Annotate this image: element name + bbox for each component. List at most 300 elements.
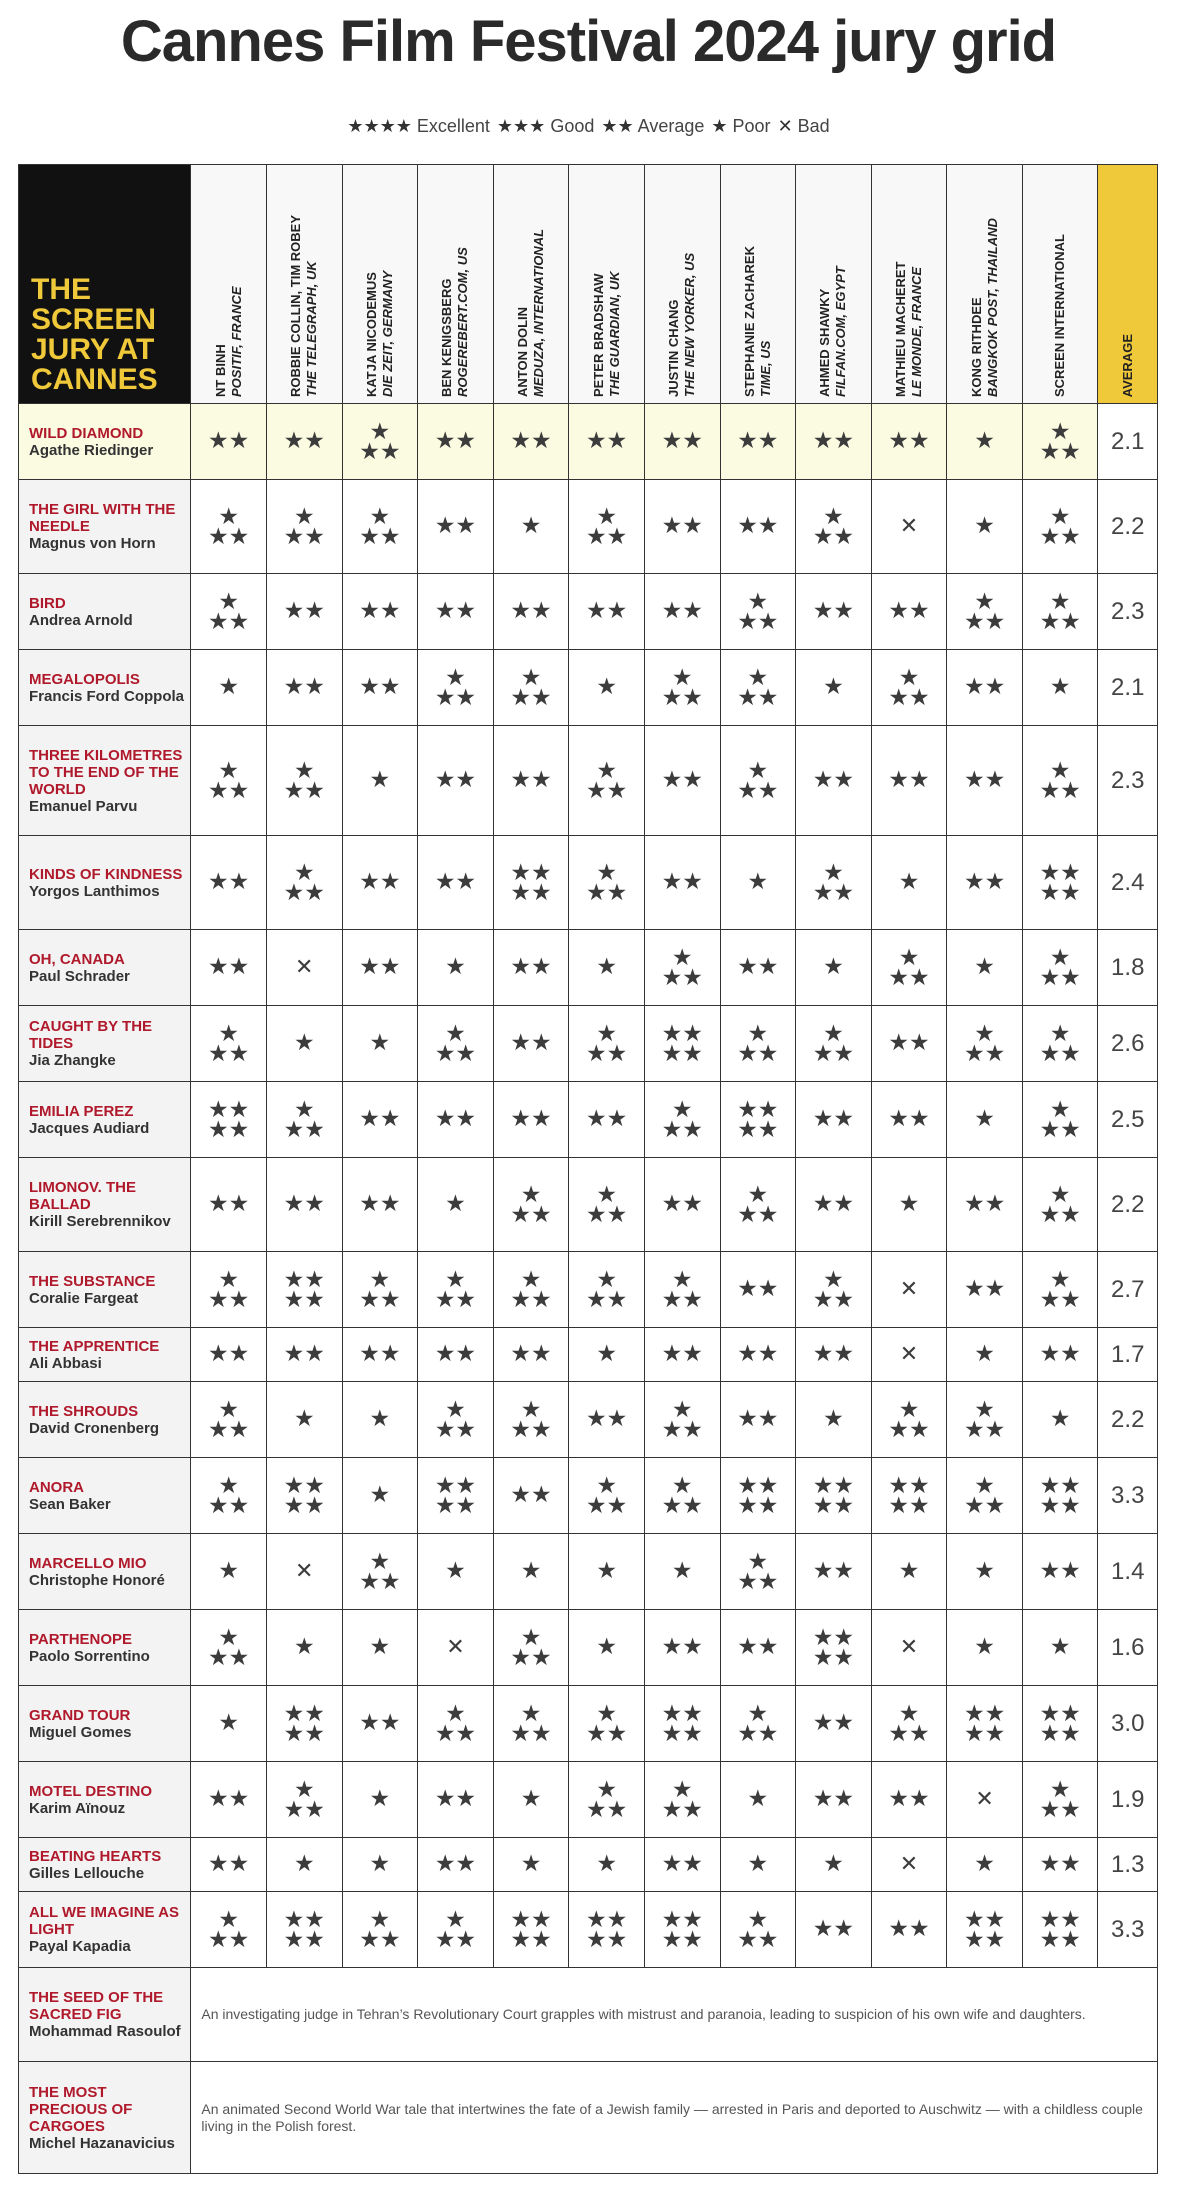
star-rating-icon (586, 1700, 628, 1747)
star-rating-icon (1039, 1472, 1081, 1519)
star-rating-icon (974, 513, 995, 539)
star-rating-icon (369, 1634, 391, 1660)
rating-cell (796, 1762, 872, 1838)
star-row: ★★ (661, 1906, 703, 1933)
star-rating-icon (888, 1786, 930, 1812)
star-row: ★★ (812, 428, 855, 454)
rating-cell (644, 650, 720, 726)
star-row: ★★ (737, 1341, 779, 1367)
film-director: Yorgos Lanthimos (29, 882, 160, 900)
star-row: ★ (974, 1558, 995, 1584)
rating-cell (266, 726, 342, 836)
rating-cell (1022, 480, 1098, 574)
star-rating-icon (1039, 1181, 1081, 1228)
star-rating-icon (208, 1472, 250, 1519)
star-row: ★★ (737, 1276, 779, 1302)
film-row (19, 1534, 1158, 1610)
film-info (19, 1328, 191, 1382)
star-rating-icon (747, 869, 769, 895)
critic-publication: THE TELEGRAPH, UK (304, 261, 320, 397)
rating-cell (796, 930, 872, 1006)
rating-cell (342, 1838, 418, 1892)
average-header (1098, 165, 1158, 404)
star-rating-icon (283, 598, 325, 624)
star-row: ★★ (1039, 523, 1081, 550)
star-row: ★ (974, 1341, 995, 1367)
rating-cell (947, 1534, 1023, 1610)
star-row: ★ (1049, 944, 1071, 971)
star-row: ★ (218, 1396, 239, 1423)
average-score: 1.3 (1098, 1838, 1158, 1892)
film-row (19, 836, 1158, 930)
critic-header (191, 165, 267, 404)
star-row: ★ (218, 1624, 239, 1651)
star-row: ★ (596, 1634, 617, 1660)
star-row: ★★ (888, 1106, 930, 1132)
critic-name: BEN KENIGSBERG (439, 278, 455, 397)
critic-label (439, 167, 471, 403)
average-score: 3.0 (1098, 1686, 1158, 1762)
star-rating-icon (359, 954, 401, 980)
star-row: ★ (747, 1906, 769, 1933)
star-rating-icon (283, 757, 325, 804)
star-rating-icon (510, 428, 552, 454)
critic-publication: DIE ZEIT, GERMANY (379, 270, 395, 397)
legend-label: Good (545, 116, 600, 136)
star-rating-icon (596, 1341, 617, 1367)
star-row: ★★ (586, 1040, 628, 1067)
star-row: ★★ (359, 954, 401, 980)
star-rating-icon (661, 767, 703, 793)
star-row: ★ (520, 1181, 542, 1208)
rating-cell (1022, 404, 1098, 480)
rating-cell (1022, 1328, 1098, 1382)
rating-cell (1022, 836, 1098, 930)
film-title: THE GIRL WITH THE NEEDLE (29, 501, 176, 535)
rating-cell (1022, 1534, 1098, 1610)
star-rating-icon (1039, 588, 1081, 635)
rating-cell (796, 1158, 872, 1252)
rating-cell (569, 930, 645, 1006)
film-info (19, 404, 191, 480)
star-row: ★ (218, 1266, 239, 1293)
average-score: 1.9 (1098, 1762, 1158, 1838)
rating-cell (266, 1686, 342, 1762)
star-rating-icon (283, 1906, 325, 1953)
star-row: ★★ (661, 1926, 703, 1953)
star-row: ★ (898, 1396, 920, 1423)
star-row: ★ (823, 1851, 844, 1877)
star-row: ★ (898, 944, 920, 971)
film-info (19, 574, 191, 650)
star-rating-icon (369, 1482, 391, 1508)
rating-cell (418, 1838, 494, 1892)
rating-cell (191, 480, 267, 574)
star-rating-icon (293, 1406, 315, 1432)
star-row: ★★ (888, 428, 930, 454)
rating-cell (947, 404, 1023, 480)
star-row: ★★ (283, 1492, 325, 1519)
film-title: CAUGHT BY THE TIDES (29, 1018, 153, 1052)
film-director: Paul Schrader (29, 967, 130, 985)
page-title: Cannes Film Festival 2024 jury grid (120, 9, 1057, 74)
star-rating-icon (586, 1472, 628, 1519)
star-rating-icon (737, 1634, 779, 1660)
star-row: ★ (747, 1548, 769, 1575)
film-info (19, 2062, 191, 2174)
star-rating-icon (737, 1548, 779, 1595)
film-row (19, 1082, 1158, 1158)
rating-cell (871, 1458, 947, 1534)
rating-cell (493, 930, 569, 1006)
star-rating-icon (596, 1558, 617, 1584)
star-row: ★ (1049, 674, 1071, 700)
star-row: ★★ (812, 1040, 855, 1067)
star-row: ★★ (888, 684, 930, 711)
star-rating-icon (218, 1558, 239, 1584)
star-row: ★★ (434, 869, 477, 895)
star-rating-icon (520, 1786, 542, 1812)
star-row: ★★ (283, 523, 325, 550)
average-score: 2.5 (1098, 1082, 1158, 1158)
star-rating-icon (359, 1710, 401, 1736)
star-rating-icon (283, 1700, 325, 1747)
star-row: ★★ (283, 1796, 325, 1823)
corner-label: THE SCREEN JURY AT CANNES (19, 165, 191, 404)
rating-cell (871, 1838, 947, 1892)
star-row: ★★ (586, 1906, 628, 1933)
star-rating-icon (208, 954, 250, 980)
average-score: 1.4 (1098, 1534, 1158, 1610)
average-label: AVERAGE (1120, 333, 1136, 397)
star-row: ★★ (283, 1720, 325, 1747)
star-row: ★ (1049, 1406, 1071, 1432)
film-title: WILD DIAMOND (29, 424, 144, 442)
legend-item (497, 116, 599, 136)
star-row: ★ (369, 1634, 391, 1660)
star-row: ★★ (586, 598, 628, 624)
star-row: ★★ (208, 1786, 250, 1812)
rating-cell (644, 480, 720, 574)
star-row: ★★ (510, 1926, 552, 1953)
star-row: ★★ (661, 513, 703, 539)
rating-cell (418, 480, 494, 574)
star-row: ★★ (510, 1106, 552, 1132)
star-rating-icon (369, 1786, 391, 1812)
rating-cell (493, 1328, 569, 1382)
star-row: ★ (1049, 1634, 1071, 1660)
star-rating-icon (661, 664, 703, 711)
film-title: OH, CANADA (29, 950, 125, 968)
star-row: ★ (218, 1472, 239, 1499)
star-row: ★ (1049, 503, 1071, 530)
star-row: ★ (1049, 1266, 1071, 1293)
film-row (19, 1328, 1158, 1382)
star-row: ★★ (1039, 859, 1081, 886)
critic-publication: MEDUZA, INTERNATIONAL (531, 228, 547, 397)
star-row: ★★ (283, 879, 325, 906)
rating-cell (266, 1458, 342, 1534)
star-row: ★★ (812, 1492, 855, 1519)
star-rating-icon (812, 1472, 855, 1519)
star-rating-icon (812, 859, 855, 906)
rating-cell (191, 1892, 267, 1968)
star-row: ★★ (434, 1472, 477, 1499)
star-row: ★★ (586, 1406, 628, 1432)
legend-item (711, 116, 775, 136)
star-rating-icon (293, 1634, 315, 1660)
star-row: ★★ (359, 869, 401, 895)
critic-publication: ROGEREBERT.COM, US (455, 247, 471, 397)
star-rating-icon (888, 1030, 930, 1056)
star-rating-icon (737, 1276, 779, 1302)
rating-cell (720, 836, 796, 930)
star-rating-icon (1039, 1700, 1081, 1747)
film-director: Francis Ford Coppola (29, 687, 185, 705)
rating-cell (342, 1252, 418, 1328)
film-info (19, 1158, 191, 1252)
star-row: ★ (974, 1851, 995, 1877)
star-rating-icon (1039, 757, 1081, 804)
star-row: ★ (293, 1096, 315, 1123)
star-row: ★★ (812, 1916, 855, 1942)
star-row: ★★ (359, 674, 401, 700)
average-score: 2.2 (1098, 480, 1158, 574)
rating-cell (871, 1610, 947, 1686)
star-row: ★★ (963, 1191, 1006, 1217)
star-rating-icon (434, 767, 477, 793)
legend-item (601, 116, 709, 136)
rating-cell (266, 1610, 342, 1686)
star-row: ★ (293, 1851, 315, 1877)
star-row: ★★ (359, 438, 401, 465)
rating-cell (342, 1382, 418, 1458)
star-row: ★ (974, 1634, 995, 1660)
star-row: ★★ (888, 1492, 930, 1519)
star-row: ★★ (1039, 1796, 1081, 1823)
star-row: ★ (823, 503, 844, 530)
rating-cell (1022, 930, 1098, 1006)
rating-cell (569, 836, 645, 930)
film-info (19, 480, 191, 574)
star-row: ★ (445, 1020, 466, 1047)
star-row: ★ (445, 1558, 466, 1584)
star-row: ★ (747, 1786, 769, 1812)
unrated-film-row (19, 1968, 1158, 2062)
rating-cell (569, 1458, 645, 1534)
star-rating-icon (510, 664, 552, 711)
star-row: ★★ (737, 1720, 779, 1747)
star-rating-icon (823, 954, 844, 980)
star-row: ★ (218, 674, 239, 700)
star-row: ★★ (812, 1106, 855, 1132)
star-row: ★★ (510, 1720, 552, 1747)
rating-cell (266, 1838, 342, 1892)
star-rating-icon (510, 859, 552, 906)
rating-cell (947, 1838, 1023, 1892)
film-info (19, 1006, 191, 1082)
critic-publication: LE MONDE, FRANCE (909, 267, 924, 397)
star-row: ★★ (661, 964, 703, 991)
star-rating-icon (963, 674, 1006, 700)
star-row: ★★ (359, 1286, 401, 1313)
rating-cell (1022, 1082, 1098, 1158)
rating-cell (1022, 1252, 1098, 1328)
bad-rating-icon: ✕ (899, 1341, 919, 1367)
critic-name: NT BINH (212, 344, 228, 397)
rating-cell (493, 574, 569, 650)
rating-cell (644, 1328, 720, 1382)
rating-cell (644, 836, 720, 930)
rating-cell (644, 1252, 720, 1328)
star-row: ★★ (208, 1116, 250, 1143)
rating-cell (720, 1328, 796, 1382)
star-row: ★ (596, 503, 617, 530)
star-rating-icon (737, 428, 779, 454)
film-director: Ali Abbasi (29, 1354, 102, 1372)
star-row: ★★ (586, 1796, 628, 1823)
critic-header (342, 165, 418, 404)
rating-cell (342, 404, 418, 480)
star-row: ★★ (283, 777, 325, 804)
star-row: ★★ (208, 1644, 250, 1671)
star-rating-icon (208, 869, 250, 895)
critic-name: STEPHANIE ZACHAREK (741, 246, 757, 397)
star-rating-icon (434, 1851, 477, 1877)
star-rating-icon (888, 1106, 930, 1132)
film-director: Michel Hazanavicius (29, 2134, 175, 2152)
rating-cell (644, 1382, 720, 1458)
critic-header (418, 165, 494, 404)
average-score: 1.6 (1098, 1610, 1158, 1686)
film-info (19, 836, 191, 930)
star-rating-icon (661, 1266, 703, 1313)
star-row: ★★ (812, 1710, 855, 1736)
star-row: ★★ (434, 684, 477, 711)
star-row: ★★ (510, 1416, 552, 1443)
star-rating-icon (510, 954, 552, 980)
star-rating-icon (963, 1700, 1006, 1747)
star-row: ★★ (737, 684, 779, 711)
critic-label (969, 167, 1001, 403)
star-row: ★ (218, 1020, 239, 1047)
star-row: ★★ (434, 1851, 477, 1877)
star-row: ★★ (661, 1040, 703, 1067)
star-rating-icon (661, 944, 703, 991)
star-rating-icon (208, 1906, 250, 1953)
rating-cell (947, 1382, 1023, 1458)
star-row: ★ (369, 503, 391, 530)
star-row: ★★ (586, 1286, 628, 1313)
rating-cell (871, 650, 947, 726)
rating-cell (720, 650, 796, 726)
star-row: ★★ (359, 1341, 401, 1367)
rating-cell (342, 930, 418, 1006)
star-row: ★ (974, 1396, 995, 1423)
star-row: ★★ (888, 767, 930, 793)
star-rating-icon (888, 1472, 930, 1519)
rating-cell (947, 1762, 1023, 1838)
star-row: ★ (1049, 1776, 1071, 1803)
star-rating-icon (963, 1191, 1006, 1217)
rating-cell (191, 836, 267, 930)
star-rating-icon (586, 1020, 628, 1067)
star-row: ★★ (510, 1644, 552, 1671)
star-rating-icon (963, 1472, 1006, 1519)
star-row: ★★ (812, 1341, 855, 1367)
critic-header (720, 165, 796, 404)
rating-cell (342, 650, 418, 726)
star-rating-icon (510, 1030, 552, 1056)
rating-cell (644, 1838, 720, 1892)
star-row: ★★ (963, 1492, 1006, 1519)
legend-symbol: ★★ (601, 116, 634, 136)
average-score: 3.3 (1098, 1892, 1158, 1968)
star-rating-icon (520, 513, 542, 539)
star-row: ★★ (737, 1568, 779, 1595)
star-row: ★★ (510, 598, 552, 624)
rating-cell (871, 836, 947, 930)
star-row: ★★ (812, 1786, 855, 1812)
rating-cell (569, 1158, 645, 1252)
rating-cell (418, 836, 494, 930)
star-row: ★★ (1039, 1472, 1081, 1499)
star-rating-icon (520, 1851, 542, 1877)
star-row: ★★ (737, 428, 779, 454)
rating-cell (569, 404, 645, 480)
star-row: ★ (218, 1558, 239, 1584)
film-title: LIMONOV. THE BALLAD (29, 1179, 136, 1213)
star-row: ★ (520, 1786, 542, 1812)
average-score: 2.6 (1098, 1006, 1158, 1082)
star-rating-icon (888, 1916, 930, 1942)
star-rating-icon (661, 1341, 703, 1367)
star-row: ★ (898, 869, 920, 895)
rating-cell (342, 1534, 418, 1610)
star-row: ★★ (510, 1906, 552, 1933)
star-rating-icon (974, 1558, 995, 1584)
critic-name: ROBBIE COLLIN, TIM ROBEY (288, 215, 304, 397)
rating-cell (720, 1252, 796, 1328)
critic-label (288, 167, 320, 403)
average-score: 2.3 (1098, 574, 1158, 650)
star-rating-icon (1039, 1906, 1081, 1953)
star-row: ★★ (510, 767, 552, 793)
star-rating-icon (510, 1624, 552, 1671)
rating-cell (644, 1534, 720, 1610)
star-row: ★★ (737, 1096, 779, 1123)
star-row: ★★ (283, 428, 325, 454)
star-rating-icon (1039, 1341, 1081, 1367)
star-row: ★ (747, 869, 769, 895)
rating-cell (569, 480, 645, 574)
rating-cell (342, 1610, 418, 1686)
star-row: ★★ (1039, 1906, 1081, 1933)
star-rating-icon (596, 1851, 617, 1877)
star-row: ★ (369, 1548, 391, 1575)
film-row (19, 1686, 1158, 1762)
rating-cell (266, 1006, 342, 1082)
star-row: ★★ (283, 598, 325, 624)
star-row: ★★ (1039, 964, 1081, 991)
star-row: ★★ (283, 1906, 325, 1933)
star-row: ★★ (737, 1040, 779, 1067)
star-row: ★ (974, 1020, 995, 1047)
star-row: ★ (293, 1776, 315, 1803)
rating-cell (720, 574, 796, 650)
star-row: ★★ (434, 767, 477, 793)
rating-cell (418, 1610, 494, 1686)
